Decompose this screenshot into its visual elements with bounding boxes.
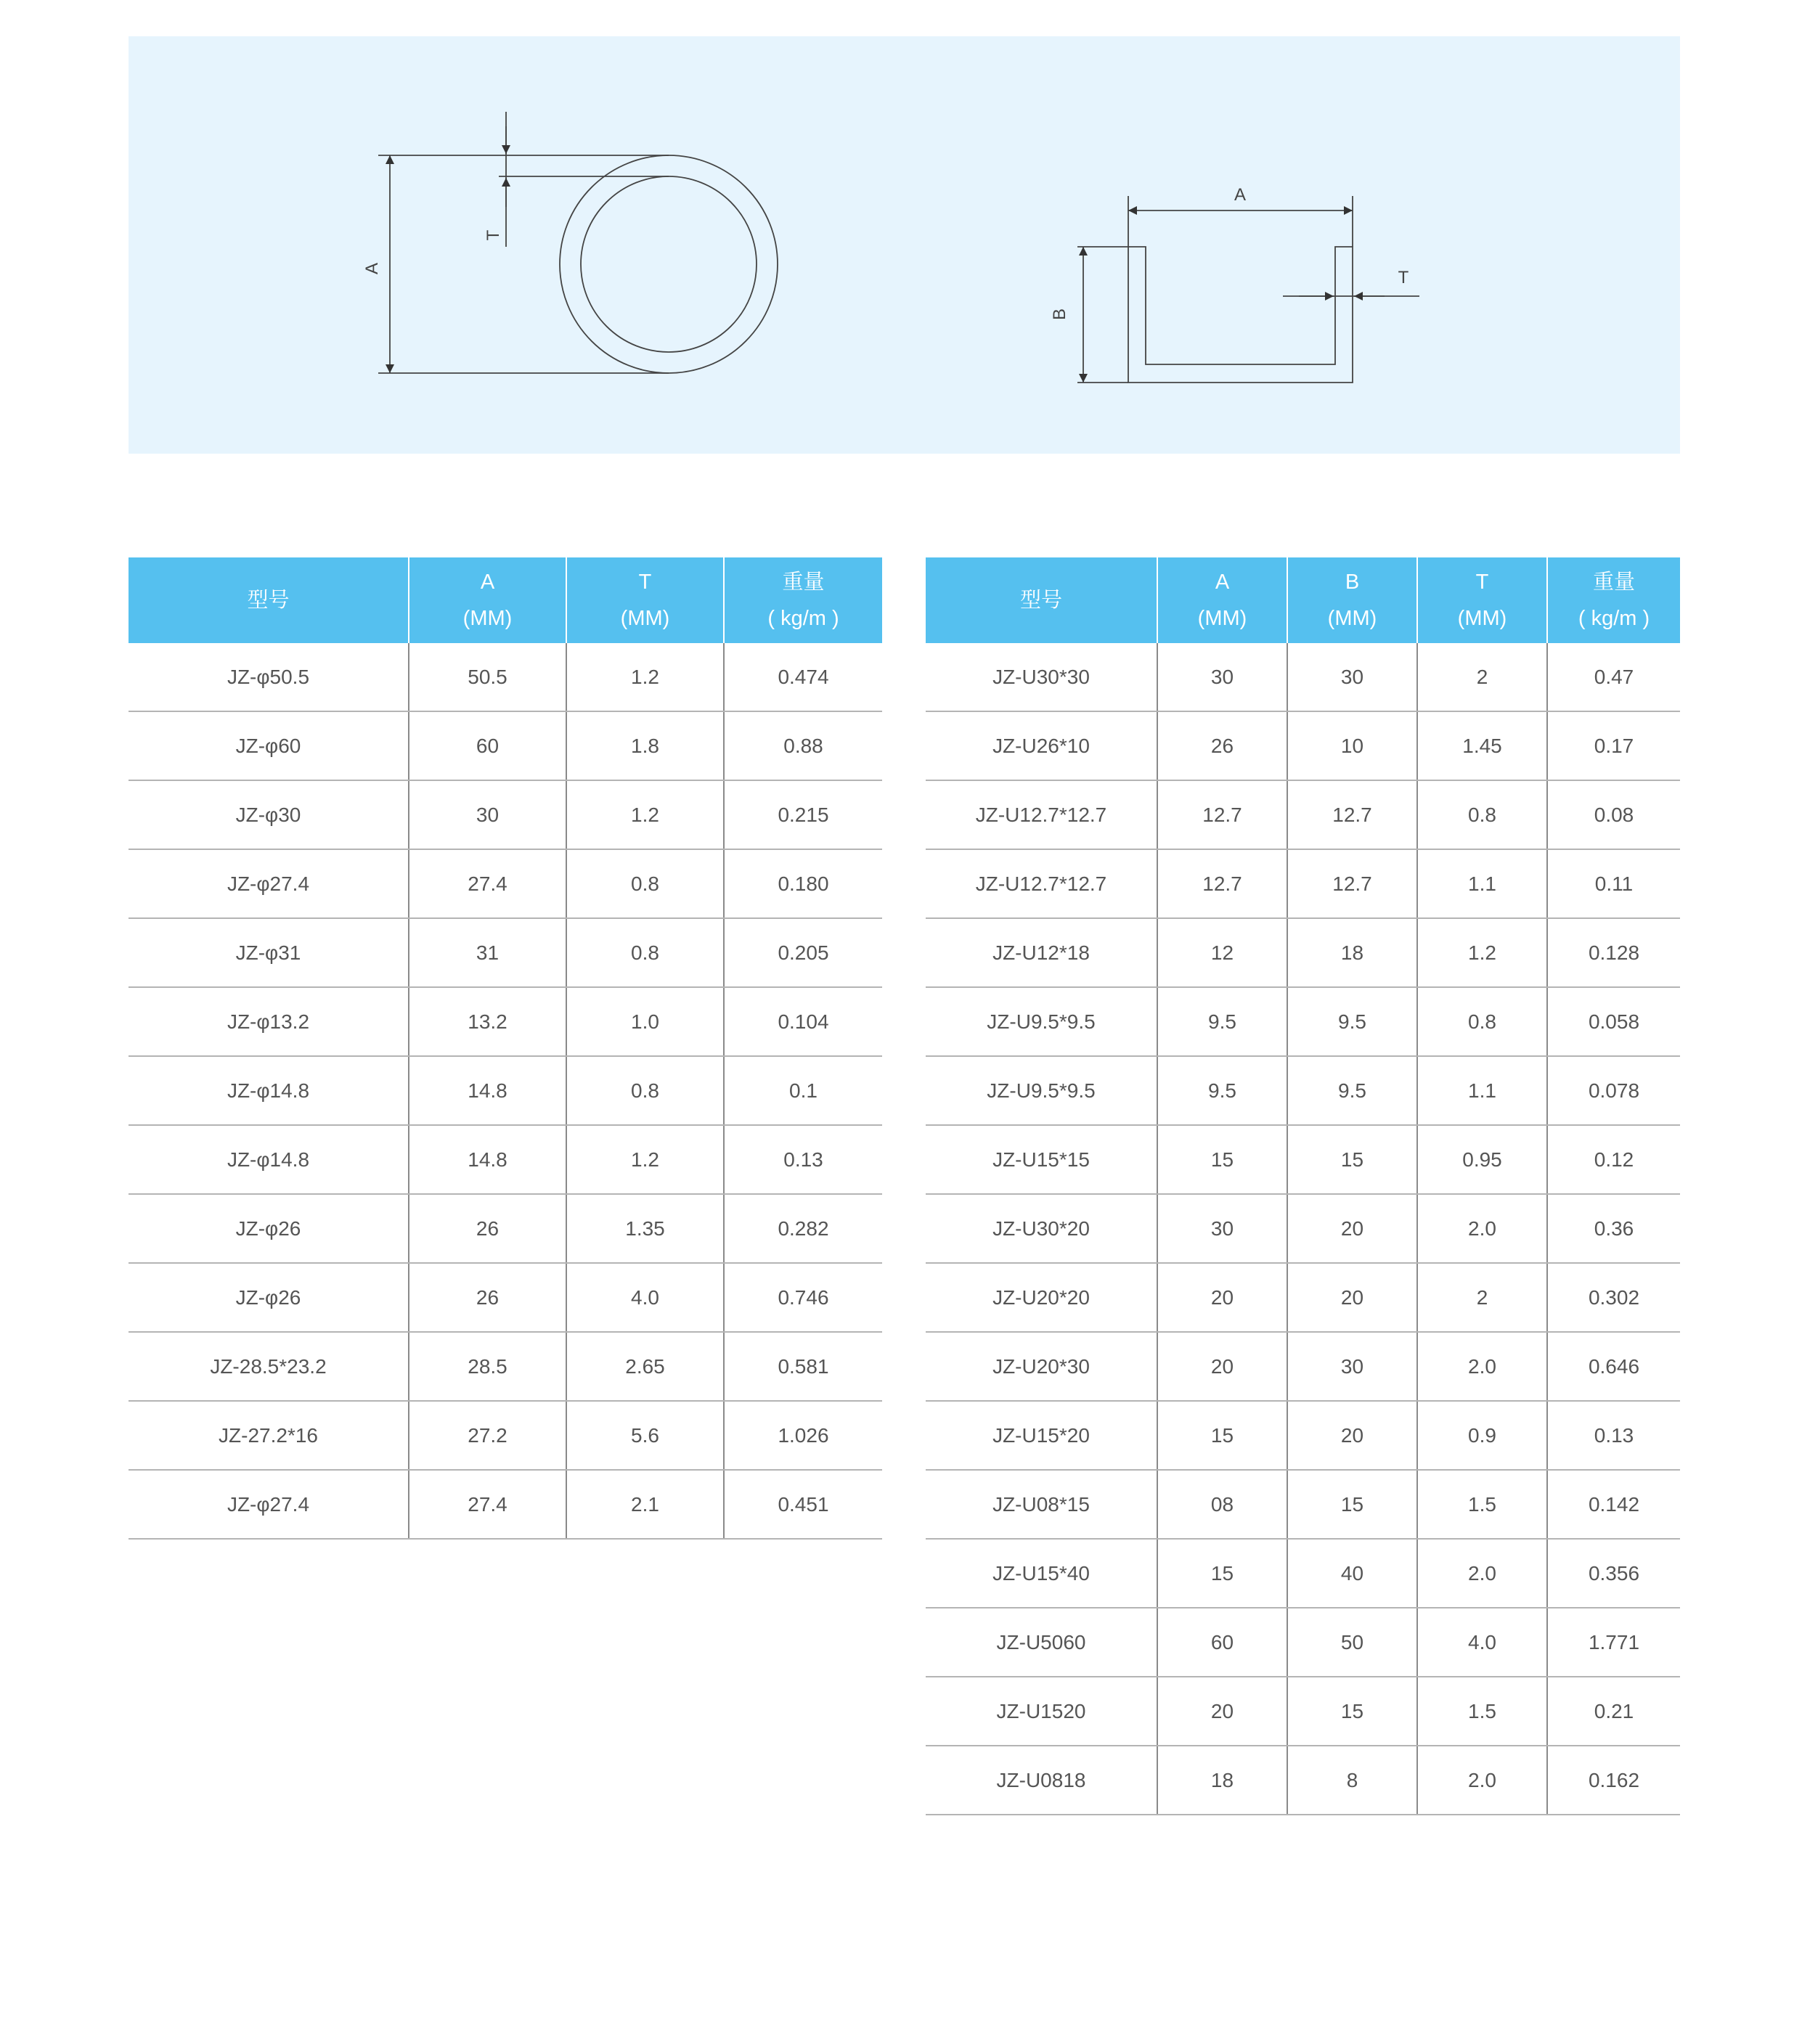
model-cell: JZ-φ31 <box>129 918 409 987</box>
t-cell: 2.65 <box>566 1332 724 1401</box>
model-cell: JZ-φ60 <box>129 711 409 780</box>
b-cell: 15 <box>1287 1125 1417 1194</box>
model-cell: JZ-U5060 <box>926 1608 1157 1677</box>
a-cell: 30 <box>1157 1194 1287 1263</box>
table-row <box>926 1056 1680 1125</box>
weight-cell: 0.581 <box>724 1332 882 1401</box>
weight-cell: 0.162 <box>1547 1746 1680 1815</box>
a-cell: 27.4 <box>409 849 566 918</box>
b-cell: 10 <box>1287 711 1417 780</box>
weight-cell: 0.104 <box>724 987 882 1056</box>
u-channel-label-b: B <box>1050 308 1069 321</box>
table-row <box>926 1125 1680 1194</box>
b-cell: 15 <box>1287 1470 1417 1539</box>
table-row <box>129 987 882 1056</box>
b-cell: 30 <box>1287 1332 1417 1401</box>
a-cell: 28.5 <box>409 1332 566 1401</box>
t-cell: 1.2 <box>566 643 724 711</box>
b-cell: 12.7 <box>1287 780 1417 849</box>
t-cell: 2.0 <box>1417 1332 1547 1401</box>
t-cell: 4.0 <box>1417 1608 1547 1677</box>
weight-cell: 0.058 <box>1547 987 1680 1056</box>
weight-cell: 0.302 <box>1547 1263 1680 1332</box>
t-cell: 2.0 <box>1417 1539 1547 1608</box>
model-cell: JZ-φ27.4 <box>129 849 409 918</box>
a-cell: 31 <box>409 918 566 987</box>
a-cell: 12 <box>1157 918 1287 987</box>
a-cell: 13.2 <box>409 987 566 1056</box>
weight-cell: 0.88 <box>724 711 882 780</box>
model-cell: JZ-U20*20 <box>926 1263 1157 1332</box>
t-cell: 1.1 <box>1417 849 1547 918</box>
header-a: A (MM) <box>409 557 566 643</box>
model-cell: JZ-U9.5*9.5 <box>926 1056 1157 1125</box>
header-weight: 重量 ( kg/m ) <box>1547 557 1680 643</box>
b-cell: 18 <box>1287 918 1417 987</box>
table-row <box>926 918 1680 987</box>
t-cell: 1.1 <box>1417 1056 1547 1125</box>
model-cell: JZ-U15*15 <box>926 1125 1157 1194</box>
table-row <box>129 1125 882 1194</box>
weight-cell: 0.356 <box>1547 1539 1680 1608</box>
weight-cell: 0.215 <box>724 780 882 849</box>
t-cell: 1.5 <box>1417 1677 1547 1746</box>
round-tube-inner-circle <box>581 176 757 352</box>
a-cell: 27.4 <box>409 1470 566 1539</box>
table-row <box>926 1539 1680 1608</box>
header-model: 型号 <box>926 557 1157 643</box>
table-row <box>926 1677 1680 1746</box>
t-cell: 1.35 <box>566 1194 724 1263</box>
a-cell: 18 <box>1157 1746 1287 1815</box>
a-cell: 20 <box>1157 1332 1287 1401</box>
t-cell: 0.8 <box>1417 780 1547 849</box>
a-cell: 26 <box>409 1194 566 1263</box>
model-cell: JZ-U08*15 <box>926 1470 1157 1539</box>
t-cell: 1.2 <box>566 1125 724 1194</box>
table-header-row <box>129 557 882 643</box>
weight-cell: 0.142 <box>1547 1470 1680 1539</box>
weight-cell: 0.180 <box>724 849 882 918</box>
u-channel-label-a: A <box>1234 185 1247 205</box>
round-table-body <box>129 643 882 1539</box>
table-row <box>129 1263 882 1332</box>
t-cell: 1.5 <box>1417 1470 1547 1539</box>
table-row <box>129 711 882 780</box>
table-row <box>129 918 882 987</box>
t-cell: 1.45 <box>1417 711 1547 780</box>
b-cell: 50 <box>1287 1608 1417 1677</box>
table-row <box>129 780 882 849</box>
model-cell: JZ-U9.5*9.5 <box>926 987 1157 1056</box>
header-a: A (MM) <box>1157 557 1287 643</box>
header-b: B (MM) <box>1287 557 1417 643</box>
t-cell: 4.0 <box>566 1263 724 1332</box>
weight-cell: 0.36 <box>1547 1194 1680 1263</box>
a-cell: 26 <box>409 1263 566 1332</box>
header-t: T (MM) <box>566 557 724 643</box>
a-cell: 20 <box>1157 1263 1287 1332</box>
a-cell: 15 <box>1157 1539 1287 1608</box>
a-cell: 15 <box>1157 1401 1287 1470</box>
weight-cell: 0.1 <box>724 1056 882 1125</box>
weight-cell: 1.771 <box>1547 1608 1680 1677</box>
a-cell: 9.5 <box>1157 1056 1287 1125</box>
a-cell: 15 <box>1157 1125 1287 1194</box>
t-cell: 5.6 <box>566 1401 724 1470</box>
a-cell: 12.7 <box>1157 849 1287 918</box>
table-row <box>926 1401 1680 1470</box>
weight-cell: 0.13 <box>1547 1401 1680 1470</box>
table-row <box>129 1401 882 1470</box>
table-header-row <box>926 557 1680 643</box>
model-cell: JZ-27.2*16 <box>129 1401 409 1470</box>
u-channel-profile <box>1128 247 1353 383</box>
round-tube-spec-table <box>129 557 882 1540</box>
a-cell: 9.5 <box>1157 987 1287 1056</box>
b-cell: 20 <box>1287 1263 1417 1332</box>
weight-cell: 0.282 <box>724 1194 882 1263</box>
header-model: 型号 <box>129 557 409 643</box>
model-cell: JZ-U1520 <box>926 1677 1157 1746</box>
weight-cell: 0.746 <box>724 1263 882 1332</box>
round-tube-outer-circle <box>560 155 778 373</box>
weight-cell: 0.21 <box>1547 1677 1680 1746</box>
a-cell: 30 <box>1157 643 1287 711</box>
model-cell: JZ-φ26 <box>129 1194 409 1263</box>
model-cell: JZ-U12*18 <box>926 918 1157 987</box>
u-channel-diagram <box>1077 196 1419 383</box>
round-tube-label-t: T <box>484 229 503 241</box>
a-cell: 30 <box>409 780 566 849</box>
b-cell: 12.7 <box>1287 849 1417 918</box>
weight-cell: 0.078 <box>1547 1056 1680 1125</box>
table-row <box>926 1194 1680 1263</box>
weight-cell: 0.205 <box>724 918 882 987</box>
table-row <box>926 780 1680 849</box>
a-cell: 14.8 <box>409 1125 566 1194</box>
weight-cell: 0.11 <box>1547 849 1680 918</box>
b-cell: 40 <box>1287 1539 1417 1608</box>
a-cell: 12.7 <box>1157 780 1287 849</box>
a-cell: 26 <box>1157 711 1287 780</box>
model-cell: JZ-U12.7*12.7 <box>926 849 1157 918</box>
table-row <box>926 1608 1680 1677</box>
profile-diagrams <box>129 36 1680 454</box>
round-tube-label-a: A <box>362 262 382 275</box>
model-cell: JZ-U12.7*12.7 <box>926 780 1157 849</box>
table-row <box>926 849 1680 918</box>
table-row <box>129 1194 882 1263</box>
t-cell: 2.0 <box>1417 1194 1547 1263</box>
t-cell: 2 <box>1417 643 1547 711</box>
model-cell: JZ-U20*30 <box>926 1332 1157 1401</box>
model-cell: JZ-φ50.5 <box>129 643 409 711</box>
t-cell: 1.2 <box>566 780 724 849</box>
header-weight: 重量 ( kg/m ) <box>724 557 882 643</box>
model-cell: JZ-28.5*23.2 <box>129 1332 409 1401</box>
b-cell: 20 <box>1287 1194 1417 1263</box>
weight-cell: 0.13 <box>724 1125 882 1194</box>
t-cell: 0.95 <box>1417 1125 1547 1194</box>
a-cell: 14.8 <box>409 1056 566 1125</box>
weight-cell: 0.646 <box>1547 1332 1680 1401</box>
model-cell: JZ-φ13.2 <box>129 987 409 1056</box>
a-cell: 20 <box>1157 1677 1287 1746</box>
table-row <box>926 1470 1680 1539</box>
t-cell: 1.2 <box>1417 918 1547 987</box>
b-cell: 15 <box>1287 1677 1417 1746</box>
t-cell: 1.8 <box>566 711 724 780</box>
a-cell: 60 <box>1157 1608 1287 1677</box>
model-cell: JZ-U26*10 <box>926 711 1157 780</box>
b-cell: 9.5 <box>1287 987 1417 1056</box>
b-cell: 9.5 <box>1287 1056 1417 1125</box>
table-row <box>926 1332 1680 1401</box>
table-row <box>926 711 1680 780</box>
a-cell: 27.2 <box>409 1401 566 1470</box>
t-cell: 0.8 <box>566 1056 724 1125</box>
weight-cell: 0.451 <box>724 1470 882 1539</box>
model-cell: JZ-φ27.4 <box>129 1470 409 1539</box>
model-cell: JZ-U15*40 <box>926 1539 1157 1608</box>
model-cell: JZ-U30*20 <box>926 1194 1157 1263</box>
table-row <box>926 1746 1680 1815</box>
weight-cell: 1.026 <box>724 1401 882 1470</box>
t-cell: 0.8 <box>566 918 724 987</box>
table-row <box>129 849 882 918</box>
weight-cell: 0.128 <box>1547 918 1680 987</box>
model-cell: JZ-φ14.8 <box>129 1125 409 1194</box>
b-cell: 30 <box>1287 643 1417 711</box>
b-cell: 8 <box>1287 1746 1417 1815</box>
model-cell: JZ-U15*20 <box>926 1401 1157 1470</box>
table-row <box>926 987 1680 1056</box>
table-row <box>129 1470 882 1539</box>
t-cell: 0.9 <box>1417 1401 1547 1470</box>
model-cell: JZ-U30*30 <box>926 643 1157 711</box>
u-channel-label-t: T <box>1398 268 1409 287</box>
table-row <box>129 1056 882 1125</box>
table-row <box>926 1263 1680 1332</box>
u-channel-spec-table <box>926 557 1680 1815</box>
round-tube-diagram <box>378 112 778 373</box>
t-cell: 1.0 <box>566 987 724 1056</box>
t-cell: 0.8 <box>566 849 724 918</box>
table-row <box>926 643 1680 711</box>
t-cell: 2 <box>1417 1263 1547 1332</box>
a-cell: 08 <box>1157 1470 1287 1539</box>
t-cell: 2.0 <box>1417 1746 1547 1815</box>
table-row <box>129 643 882 711</box>
model-cell: JZ-φ14.8 <box>129 1056 409 1125</box>
model-cell: JZ-φ26 <box>129 1263 409 1332</box>
a-cell: 60 <box>409 711 566 780</box>
b-cell: 20 <box>1287 1401 1417 1470</box>
model-cell: JZ-φ30 <box>129 780 409 849</box>
weight-cell: 0.47 <box>1547 643 1680 711</box>
weight-cell: 0.474 <box>724 643 882 711</box>
table-row <box>129 1332 882 1401</box>
weight-cell: 0.08 <box>1547 780 1680 849</box>
header-t: T (MM) <box>1417 557 1547 643</box>
weight-cell: 0.17 <box>1547 711 1680 780</box>
u-table-body <box>926 643 1680 1815</box>
a-cell: 50.5 <box>409 643 566 711</box>
t-cell: 2.1 <box>566 1470 724 1539</box>
diagram-panel <box>129 36 1680 454</box>
model-cell: JZ-U0818 <box>926 1746 1157 1815</box>
t-cell: 0.8 <box>1417 987 1547 1056</box>
weight-cell: 0.12 <box>1547 1125 1680 1194</box>
